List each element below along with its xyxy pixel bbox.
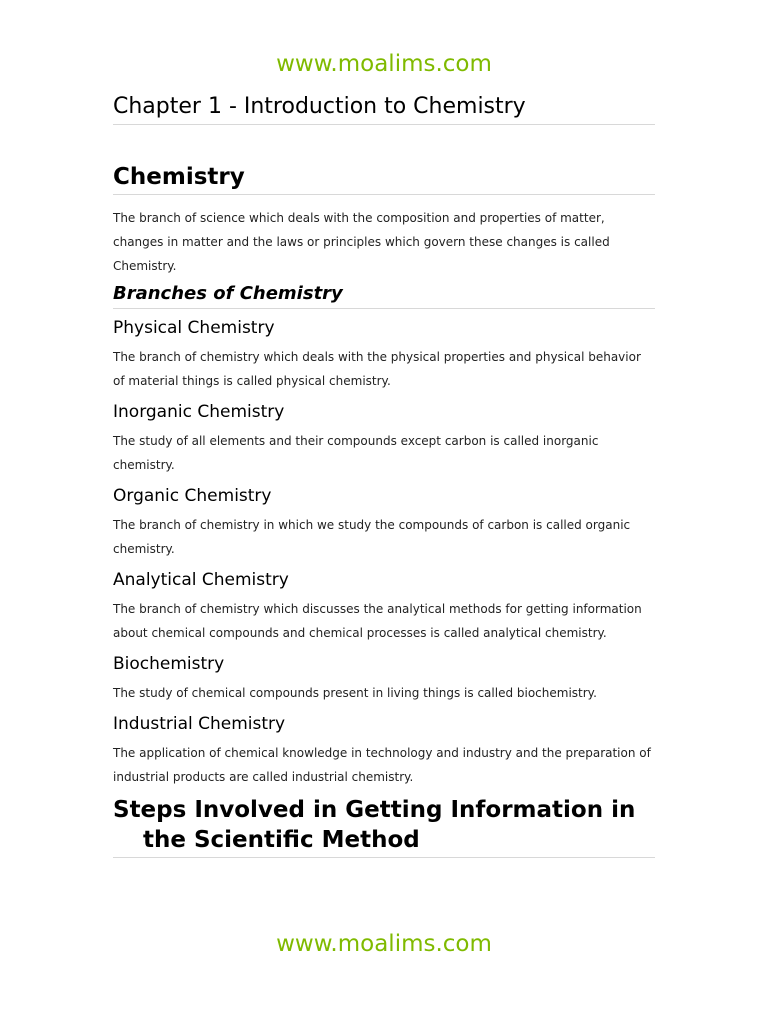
chapter-title: Chapter 1 - Introduction to Chemistry bbox=[113, 92, 655, 125]
chemistry-definition: The branch of science which deals with the composition and properties of matter, changes in matter and the laws or principles which govern these changes is called Chemistry. bbox=[113, 211, 610, 273]
branch-text-biochemistry: The study of chemical compounds present in living things is called biochemistry. bbox=[113, 686, 597, 700]
branch-title-inorganic: Inorganic Chemistry bbox=[113, 402, 285, 422]
branch-title-biochemistry: Biochemistry bbox=[113, 654, 225, 674]
branch-text-organic: The branch of chemistry in which we study the compounds of carbon is called organic chemistry. bbox=[113, 518, 631, 556]
site-url-footer[interactable]: www.moalims.com bbox=[276, 931, 492, 957]
branch-text-physical: The branch of chemistry which deals with the physical properties and physical behavior of material things is called physical chemistry. bbox=[113, 350, 641, 388]
document-body bbox=[113, 92, 655, 858]
branch-title-industrial: Industrial Chemistry bbox=[113, 714, 286, 734]
section-heading-steps: Steps Involved in Getting Information in the Scientific Method bbox=[113, 795, 655, 858]
branch-text-industrial: The application of chemical knowledge in technology and industry and the preparation of industrial products are called industrial chemistry. bbox=[113, 746, 651, 784]
branch-title-analytical: Analytical Chemistry bbox=[113, 570, 289, 590]
branch-title-organic: Organic Chemistry bbox=[113, 486, 272, 506]
section-heading-chemistry: Chemistry bbox=[113, 161, 655, 195]
branch-title-physical: Physical Chemistry bbox=[113, 318, 275, 338]
section-heading-branches: Branches of Chemistry bbox=[113, 281, 655, 309]
site-url-header[interactable]: www.moalims.com bbox=[276, 51, 492, 77]
branch-text-analytical: The branch of chemistry which discusses the analytical methods for getting information about chemical compounds and chemical processes is called analytical chemistry. bbox=[113, 602, 642, 640]
branch-text-inorganic: The study of all elements and their compounds except carbon is called inorganic chemistry. bbox=[113, 434, 599, 472]
